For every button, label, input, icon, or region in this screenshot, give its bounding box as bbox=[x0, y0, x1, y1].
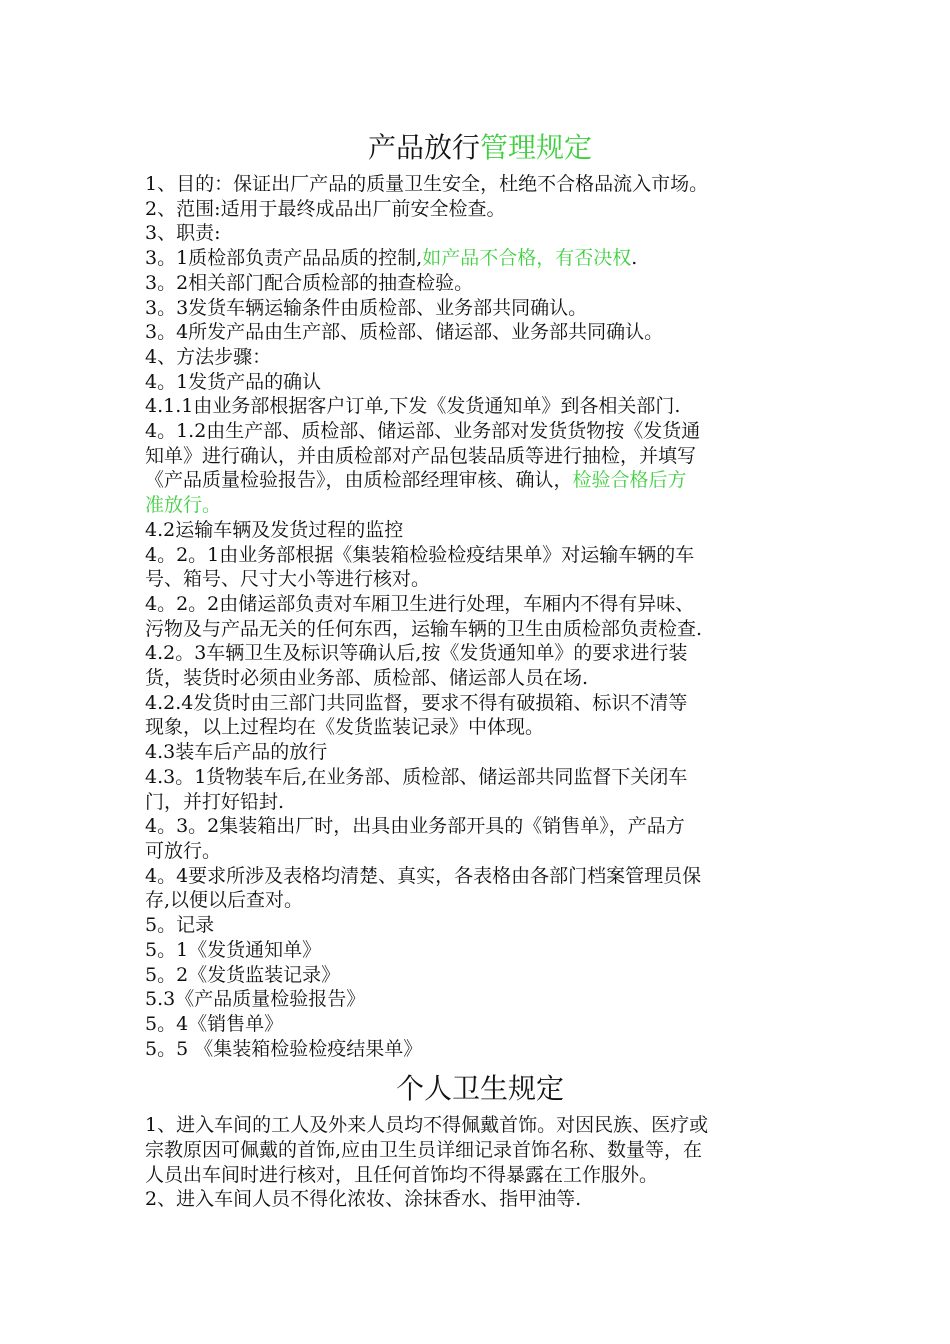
text-segment: 号、箱号、尺寸大小等进行核对。 bbox=[145, 568, 431, 591]
text-line bbox=[145, 592, 815, 617]
section2-title: 个人卫生规定 bbox=[395, 1072, 564, 1106]
text-segment: 4。1发货产品的确认 bbox=[145, 370, 322, 393]
text-line bbox=[145, 543, 815, 568]
text-line bbox=[145, 715, 815, 740]
text-segment: 《产品质量检验报告》，由质检部经理审核、确认， bbox=[145, 469, 573, 492]
text-line bbox=[145, 518, 815, 543]
text-line bbox=[145, 666, 815, 691]
text-line bbox=[145, 839, 815, 864]
text-segment: 4.2。3车辆卫生及标识等确认后,按《发货通知单》的要求进行装 bbox=[145, 642, 688, 665]
text-line bbox=[145, 888, 815, 913]
text-segment: 1、进入车间的工人及外来人员均不得佩戴首饰。对因民族、医疗或 bbox=[145, 1114, 709, 1137]
text-segment: 污物及与产品无关的任何东西，运输车辆的卫生由质检部负责检查. bbox=[145, 617, 703, 640]
text-line bbox=[145, 444, 815, 469]
text-line bbox=[145, 913, 815, 938]
text-line bbox=[145, 1138, 815, 1163]
text-line bbox=[145, 765, 815, 790]
text-segment: 3。2相关部门配合质检部的抽查检验。 bbox=[145, 271, 474, 294]
text-segment: 4。2。2由储运部负责对车厢卫生进行处理，车厢内不得有异味、 bbox=[145, 592, 695, 615]
text-line bbox=[145, 197, 815, 222]
text-segment: 5。2《发货监装记录》 bbox=[145, 963, 341, 986]
text-segment: 2、范围:适用于最终成品出厂前安全检查。 bbox=[145, 197, 506, 220]
text-line bbox=[145, 493, 815, 518]
text-segment: 4。3。2集装箱出厂时，出具由业务部开具的《销售单》，产品方 bbox=[145, 815, 685, 838]
section1-title bbox=[145, 128, 815, 168]
text-line bbox=[145, 740, 815, 765]
text-line bbox=[145, 938, 815, 963]
text-line bbox=[145, 1037, 815, 1062]
text-segment: 4。1.2由生产部、质检部、储运部、业务部对发货货物按《发货通 bbox=[145, 420, 701, 443]
text-segment: 3。1质检部负责产品品质的控制, bbox=[145, 247, 423, 270]
text-segment: 2、进入车间人员不得化浓妆、涂抹香水、指甲油等. bbox=[145, 1188, 582, 1211]
text-segment: 4、方法步骤： bbox=[145, 345, 272, 368]
document-content bbox=[145, 128, 815, 1212]
text-line bbox=[145, 641, 815, 666]
text-line bbox=[145, 864, 815, 889]
text-segment: 4。2。1由业务部根据《集装箱检验检疫结果单》对运输车辆的车 bbox=[145, 543, 695, 566]
text-segment: 5.3《产品质量检验报告》 bbox=[145, 988, 366, 1011]
text-segment: 可放行。 bbox=[145, 839, 222, 862]
text-line bbox=[145, 370, 815, 395]
text-segment: 知单》进行确认，并由质检部对产品包装品质等进行抽检，并填写 bbox=[145, 444, 697, 467]
text-line bbox=[145, 468, 815, 493]
highlighted-text: 检验合格后方 bbox=[572, 469, 687, 492]
text-line bbox=[145, 790, 815, 815]
text-segment: 1、目的：保证出厂产品的质量卫生安全，杜绝不合格品流入市场。 bbox=[145, 173, 709, 195]
text-line bbox=[145, 1012, 815, 1037]
text-segment: 4.3。1货物装车后,在业务部、质检部、储运部共同监督下关闭车 bbox=[145, 765, 688, 788]
text-line bbox=[145, 320, 815, 345]
text-segment: 4.2.4发货时由三部门共同监督，要求不得有破损箱、标识不清等 bbox=[145, 691, 688, 714]
text-segment: 4.3装车后产品的放行 bbox=[145, 741, 328, 764]
text-line bbox=[145, 963, 815, 988]
section1-title-part1: 产品放行 bbox=[367, 131, 480, 164]
text-segment: . bbox=[631, 247, 638, 270]
text-segment: 宗教原因可佩戴的首饰,应由卫生员详细记录首饰名称、数量等，在 bbox=[145, 1139, 703, 1162]
text-segment: 存,以便以后查对。 bbox=[145, 889, 304, 912]
text-line bbox=[145, 172, 815, 197]
text-line bbox=[145, 345, 815, 370]
text-segment: 3。4所发产品由生产部、质检部、储运部、业务部共同确认。 bbox=[145, 321, 664, 344]
highlighted-text: 如产品不合格，有否决权 bbox=[422, 247, 632, 270]
text-segment: 3、职责: bbox=[145, 222, 221, 245]
text-segment: 4.2运输车辆及发货过程的监控 bbox=[145, 518, 404, 541]
text-line bbox=[145, 394, 815, 419]
text-line bbox=[145, 296, 815, 321]
text-segment: 货，装货时必须由业务部、质检部、储运部人员在场. bbox=[145, 667, 589, 690]
section1-body bbox=[145, 172, 815, 1061]
section2-body bbox=[145, 1113, 815, 1212]
text-line bbox=[145, 814, 815, 839]
text-line bbox=[145, 419, 815, 444]
text-segment: 人员出车间时进行核对，且任何首饰均不得暴露在工作服外。 bbox=[145, 1163, 659, 1186]
text-segment: 5。5 《集装箱检验检疫结果单》 bbox=[145, 1037, 423, 1060]
text-segment: 现象，以上过程均在《发货监装记录》中体现。 bbox=[145, 716, 545, 739]
text-segment: 4。4要求所涉及表格均清楚、真实，各表格由各部门档案管理员保 bbox=[145, 864, 702, 887]
text-segment: 门，并打好铅封. bbox=[145, 790, 285, 813]
text-segment: 5。记录 bbox=[145, 914, 215, 937]
text-segment: 4.1.1由业务部根据客户订单,下发《发货通知单》到各相关部门. bbox=[145, 395, 681, 418]
text-segment: 5。4《销售单》 bbox=[145, 1012, 284, 1035]
text-line bbox=[145, 271, 815, 296]
text-line bbox=[145, 691, 815, 716]
text-line bbox=[145, 567, 815, 592]
text-line bbox=[145, 246, 815, 271]
text-segment: 3。3发货车辆运输条件由质检部、业务部共同确认。 bbox=[145, 296, 588, 319]
text-line bbox=[145, 987, 815, 1012]
text-line bbox=[145, 221, 815, 246]
text-segment: 5。1《发货通知单》 bbox=[145, 938, 322, 961]
section1-title-part2: 管理规定 bbox=[480, 131, 593, 164]
highlighted-text: 准放行。 bbox=[145, 494, 222, 517]
text-line bbox=[145, 1113, 815, 1138]
text-line bbox=[145, 1163, 815, 1188]
text-line bbox=[145, 1187, 815, 1212]
text-line bbox=[145, 617, 815, 642]
